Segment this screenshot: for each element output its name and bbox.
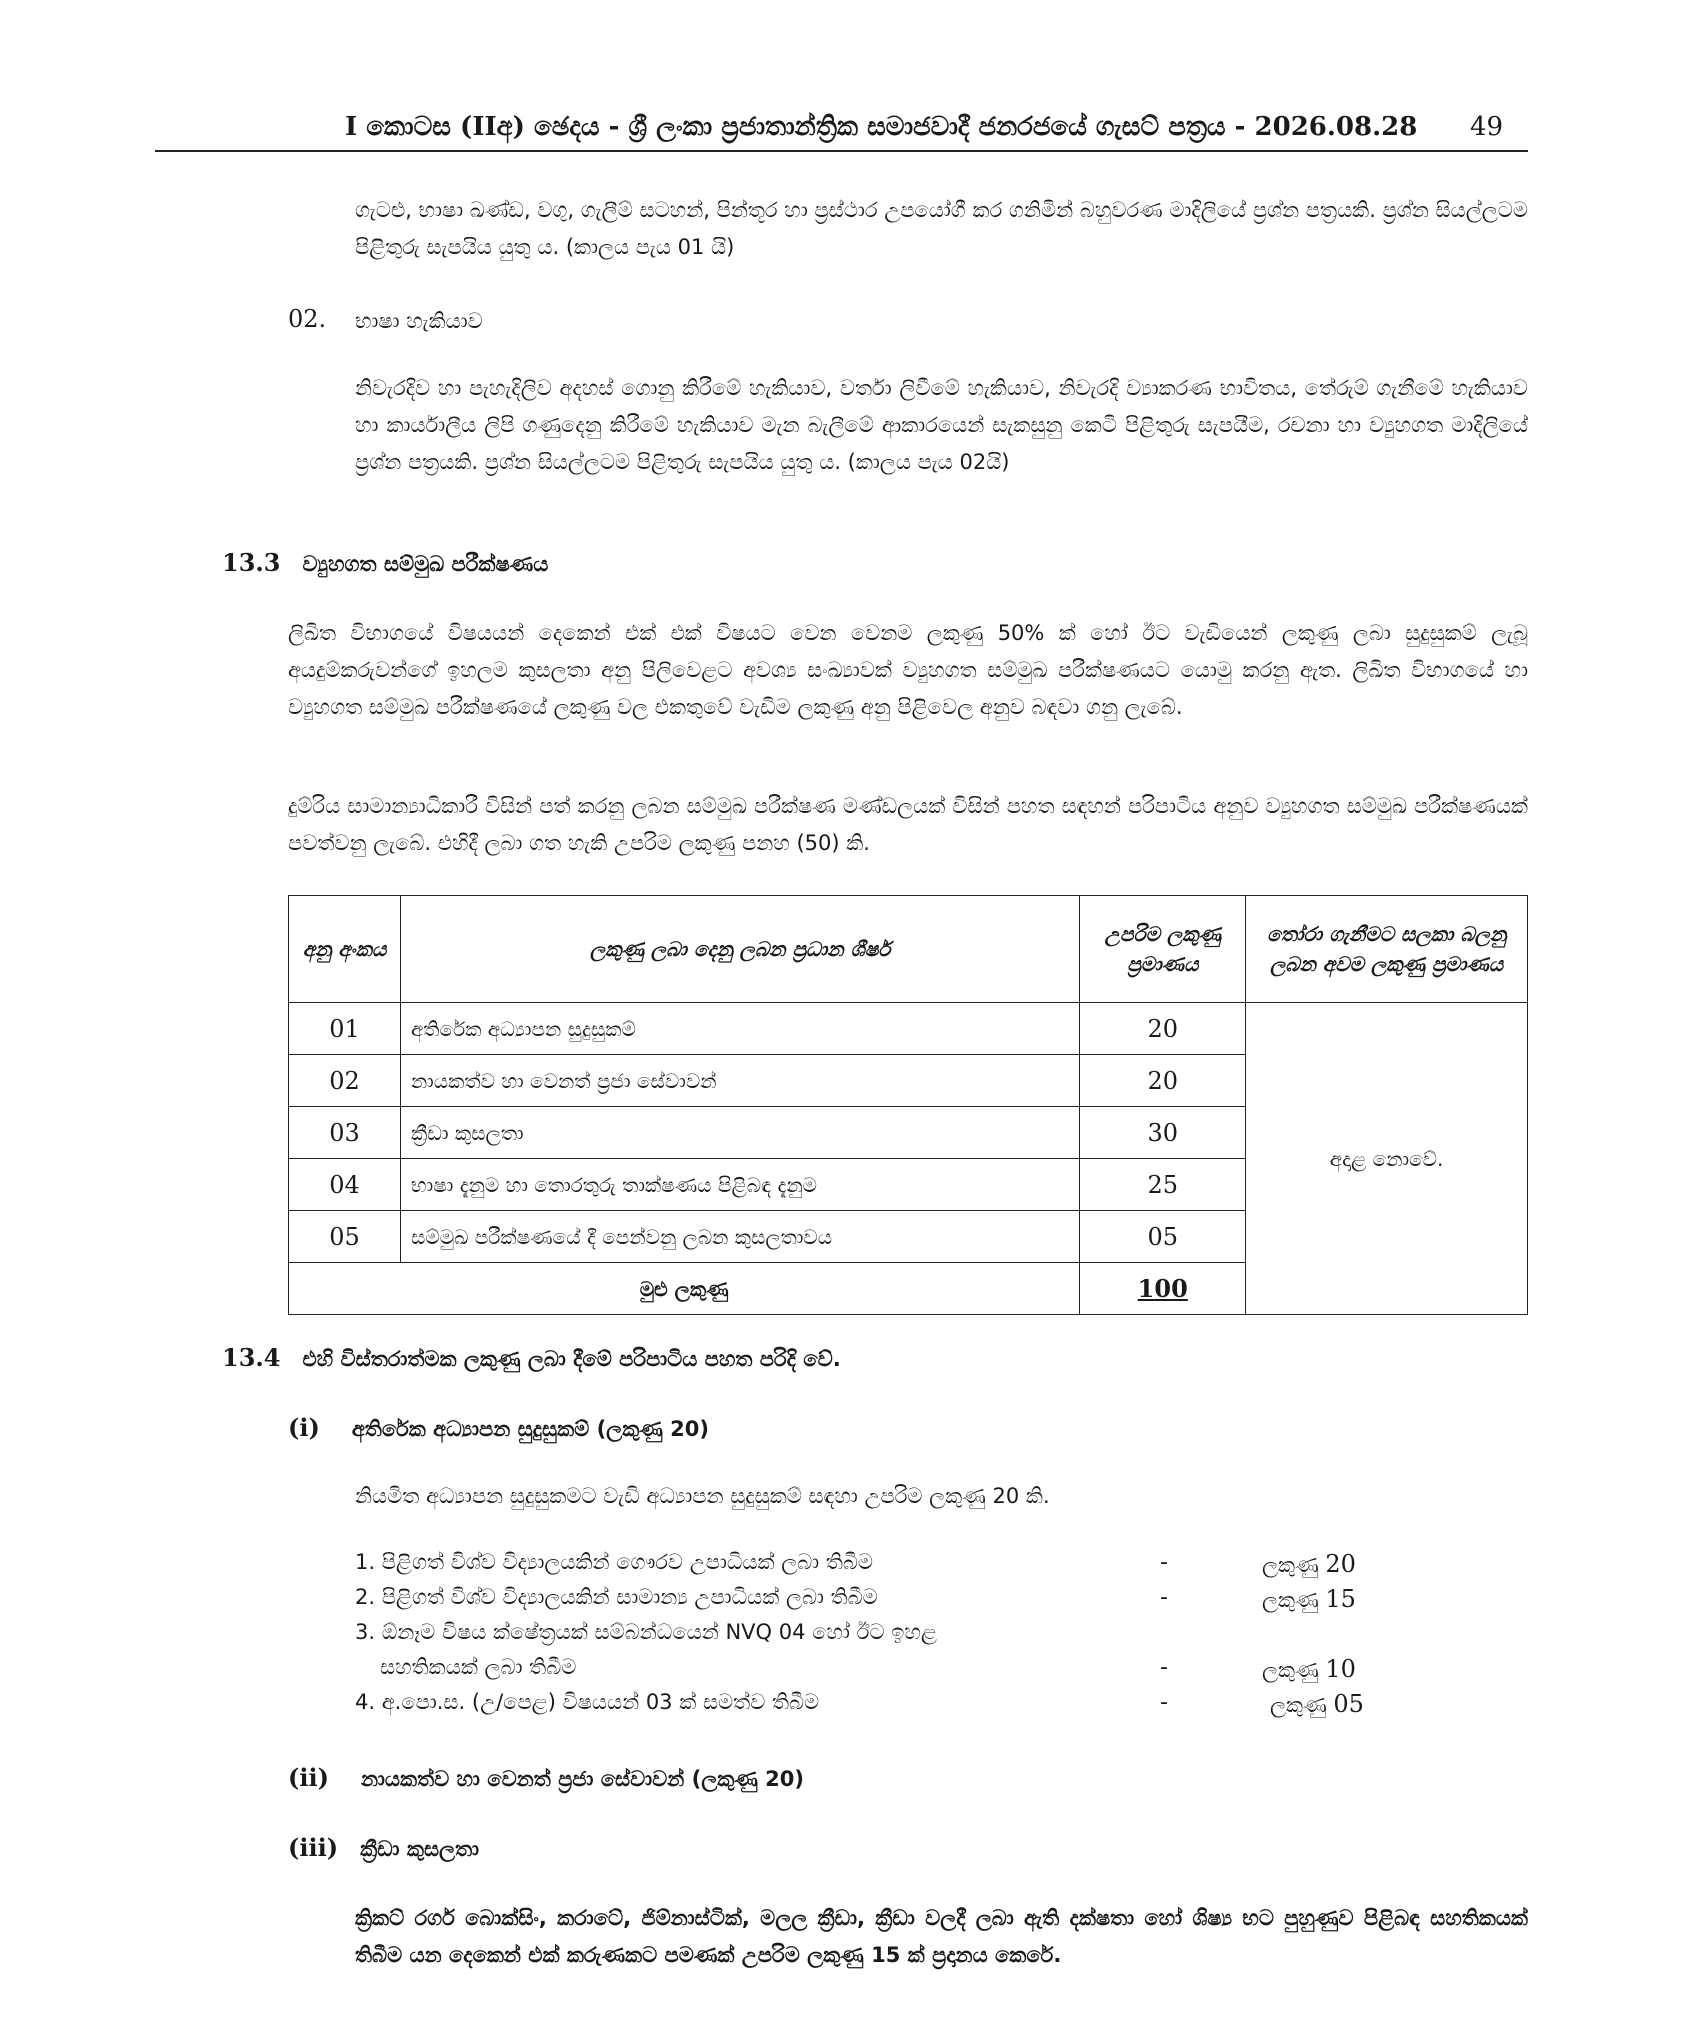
item-02-number: 02. — [288, 305, 327, 333]
interview-marks-table — [288, 895, 1528, 1315]
table-header-row — [289, 896, 1528, 1003]
row-max-marks: 05 — [1080, 1211, 1246, 1263]
qualification-item-continued: සහතිකයක් ලබා තිබීම — [380, 1655, 577, 1679]
intro-paragraph: ගැටළු, භාෂා ඛණ්ඩ, වගු, ගැලීම් සටහන්, පින්තූර හා ප්‍රස්ථාර උපයෝගී කර ගනිමින් බහුවරණ මාදිලියේ ප්‍රශ්න පත්‍රයකි. ප්‍රශ්න සියල්ලටම පිළිතුරු සැපයිය යුතු ය. (කාලය පැය 01 යි) — [355, 198, 1528, 259]
section-number: 13.3 — [222, 548, 281, 577]
total-label: මුළු ලකුණු — [289, 1263, 1080, 1315]
sub-iii-body: ක්‍රිකට් රගර් බොක්සිං, කරාටේ, ජිම්නාස්ටික්, මලල ක්‍රීඩා, ක්‍රීඩා වලදී ලබා ඇති දක්ෂතා හෝ ශිෂ්‍ය භට පුහුණුව පිළිබඳ සහතිකයක් තිබීම යන දෙකෙන් එක් කරුණකට පමණක් උපරිම ලකුණු 15 ක් ප්‍රදානය කෙරේ. — [355, 1906, 1528, 1967]
page-number: 49 — [1470, 112, 1504, 142]
marks-word: ලකුණු — [1262, 1658, 1319, 1682]
marks-word: ලකුණු — [1262, 1588, 1319, 1612]
running-header: I කොටස (IIඅ) ඡෙදය - ශ්‍රී ලංකා ප්‍රජාතාන්ත්‍රික සමාජවාදී ජනරජයේ ගැසට් පත්‍රය - 2026.08.28 — [345, 112, 1418, 142]
item-marks — [1262, 1655, 1356, 1683]
row-serial: 01 — [289, 1003, 401, 1055]
sub-iii-heading — [288, 1833, 479, 1862]
marks-word: ලකුණු — [1262, 1553, 1319, 1577]
marks-number: 20 — [1325, 1550, 1356, 1578]
item-dash: - — [1160, 1585, 1168, 1610]
header-topic: ලකුණු ලබා දෙනු ලබන ප්‍රධාන ශීර්ෂ — [400, 896, 1079, 1003]
marks-word: ලකුණු — [1270, 1693, 1327, 1717]
row-topic: සම්මුඛ පරීක්ෂණයේ දී පෙන්වනු ලබන කුසලතාවය — [400, 1211, 1079, 1263]
row-max-marks: 20 — [1080, 1055, 1246, 1107]
item-dash: - — [1160, 1655, 1168, 1680]
header-rule — [155, 150, 1528, 152]
item-marks — [1262, 1550, 1356, 1578]
section-number: 13.4 — [222, 1343, 281, 1372]
sub-i-heading — [288, 1413, 709, 1442]
sub-ii-heading — [288, 1763, 804, 1792]
row-serial: 02 — [289, 1055, 401, 1107]
section-13-3-paragraph-2: දුම්රිය සාමාන්‍යාධිකාරී විසින් පත් කරනු ලබන සම්මුඛ පරීක්ෂණ මණ්ඩලයක් විසින් පහත සඳහන් පරිපාටිය අනුව ව්‍යුහගත සම්මුඛ පරීක්ෂණයක් පවත්වනු ලැබේ. එහිදී ලබා ගත හැකි උපරිම ලකුණු පනහ (50) කි. — [288, 794, 1528, 855]
sub-title: නායකත්ව හා වෙනත් ප්‍රජා සේවාවන් (ලකුණු 20) — [360, 1767, 804, 1791]
row-serial: 05 — [289, 1211, 401, 1263]
row-serial: 03 — [289, 1107, 401, 1159]
item-02-body: නිවැරදිව හා පැහැදිලිව අදහස් ගොනු කිරීමේ හැකියාව, වර්තා ලිවීමේ හැකියාව, නිවැරදි ව්‍යාකරණ භාවිතය, තේරුම් ගැනීමේ හැකියාව හා කාර්යාලීය ලිපි ගණුදෙනු කිරීමේ හැකියාව මැන බැලීමේ ආකාරයෙන් සැකසුනු කෙටි පිළිතුරු සැපයීම, රචනා හා ව්‍යුහගත මාදිලියේ ප්‍රශ්න පත්‍රයකි. ප්‍රශ්න සියල්ලටම පිළිතුරු සැපයිය යුතු ය. (කාලය පැය 02යි) — [355, 376, 1528, 474]
row-topic: නායකත්ව හා වෙනත් ප්‍රජා සේවාවන් — [400, 1055, 1079, 1107]
qualification-item: 2. පිළිගත් විශ්ව විද්‍යාලයකින් සාමාන්‍ය උපාධියක් ලබා තිබීම — [355, 1585, 878, 1609]
header-max-marks: උපරිම ලකුණු ප්‍රමාණය — [1080, 896, 1246, 1003]
sub-number: (iii) — [288, 1833, 339, 1862]
item-dash: - — [1160, 1690, 1168, 1715]
item-marks — [1262, 1585, 1356, 1613]
min-marks-cell: අදාළ නොවේ. — [1246, 1003, 1528, 1315]
marks-number: 10 — [1325, 1655, 1356, 1683]
row-max-marks: 30 — [1080, 1107, 1246, 1159]
row-max-marks: 20 — [1080, 1003, 1246, 1055]
sub-number: (i) — [288, 1413, 320, 1442]
header-serial: අනු අංකය — [289, 896, 401, 1003]
section-13-3-heading — [222, 548, 548, 577]
section-13-3-paragraph-1: ලිඛිත විභාගයේ විෂයයන් දෙකෙන් එක් එක් විෂයට වෙන වෙනම ලකුණු 50% ක් හෝ ඊට වැඩියෙන් ලකුණු ලබා සුදුසුකම් ලැබූ අයදුම්කරුවන්ගේ ඉහලම කුසලතා අනු පිලිවෙළට අවශ්‍ය සංඛ්‍යාවක් ව්‍යුහගත සම්මුඛ පරීක්ෂණයට යොමු කරනු ඇත. ලිඛිත විභාගයේ හා ව්‍යුහගත සම්මුඛ පරීක්ෂණයේ ලකුණු වල එකතුවේ වැඩිම ලකුණු අනු පිළිවෙල අනුව බඳවා ගනු ලැබේ. — [288, 621, 1529, 719]
qualification-item: 4. අ.පො.ස. (උ/පෙළ) විෂයයන් 03 ක් සමත්ව තිබීම — [355, 1690, 820, 1714]
qualification-item: 3. ඕනෑම විෂය ක්ෂේත්‍රයක් සම්බන්ධයෙන් NVQ 04 හෝ ඊට ඉහළ — [355, 1620, 937, 1644]
item-dash: - — [1160, 1550, 1168, 1575]
sub-number: (ii) — [288, 1763, 329, 1792]
table-row — [289, 1003, 1528, 1055]
section-title: ව්‍යුහගත සම්මුඛ පරීක්ෂණය — [302, 552, 549, 576]
qualification-item: 1. පිළිගත් විශ්ව විද්‍යාලයකින් ගෞරව උපාධියක් ලබා තිබීම — [355, 1550, 874, 1574]
marks-number: 15 — [1325, 1585, 1356, 1613]
row-topic: අතිරේක අධ්‍යාපන සුදුසුකම් — [400, 1003, 1079, 1055]
section-title: එහි විස්තරාත්මක ලකුණු ලබා දීමේ පරිපාටිය පහත පරිදි වේ. — [302, 1347, 841, 1371]
row-topic: භාෂා දැනුම හා තොරතුරු තාක්ෂණය පිළිබඳ දැනුම — [400, 1159, 1079, 1211]
sub-i-description: නියමිත අධ්‍යාපන සුදුසුකමට වැඩි අධ්‍යාපන සුදුසුකම් සඳහා උපරිම ලකුණු 20 කි. — [355, 1484, 1050, 1508]
row-serial: 04 — [289, 1159, 401, 1211]
section-13-4-heading — [222, 1343, 841, 1372]
header-min-marks: තෝරා ගැනීමට සලකා බලනු ලබන අවම ලකුණු ප්‍රමාණය — [1246, 896, 1528, 1003]
total-value: 100 — [1080, 1263, 1246, 1315]
marks-number: 05 — [1333, 1690, 1364, 1718]
row-max-marks: 25 — [1080, 1159, 1246, 1211]
row-topic: ක්‍රීඩා කුසලතා — [400, 1107, 1079, 1159]
sub-title: ක්‍රීඩා කුසලතා — [360, 1837, 480, 1861]
item-marks — [1270, 1690, 1364, 1718]
sub-title: අතිරේක අධ්‍යාපන සුදුසුකම් (ලකුණු 20) — [351, 1417, 709, 1441]
item-02-title: භාෂා හැකියාව — [355, 309, 483, 333]
